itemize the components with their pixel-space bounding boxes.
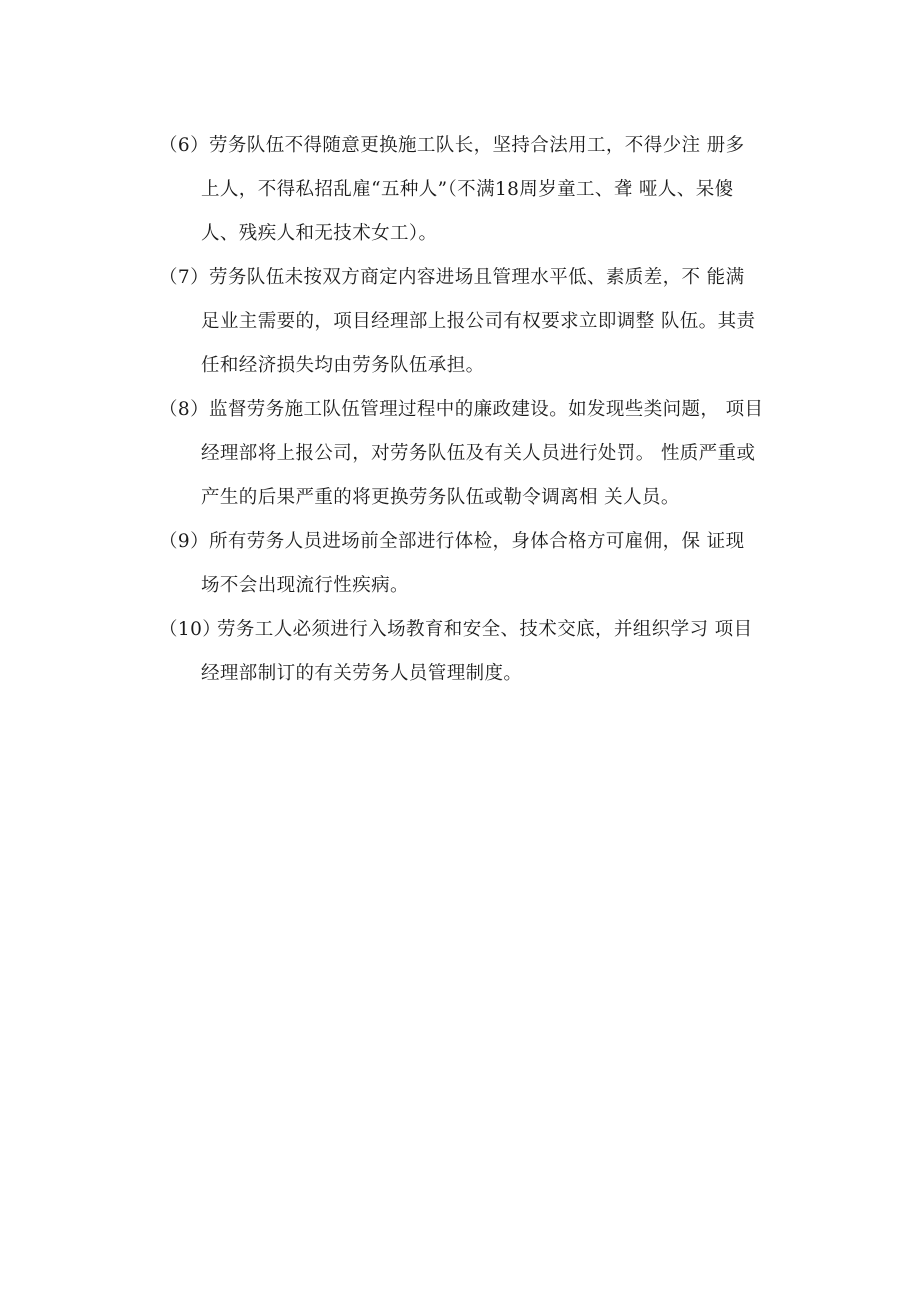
clause-line: 劳务队伍不得随意更换施工队长，坚持合法用工，不得少注 册多 — [209, 135, 745, 156]
clause-number: （10） — [159, 619, 222, 640]
clause-10 — [159, 608, 789, 696]
clause-line: 所有劳务人员进场前全部进行体检，身体合格方可雇佣，保 证现 — [209, 531, 745, 552]
clause-line: 产生的后果严重的将更换劳务队伍或勒令调离相 关人员。 — [201, 487, 680, 508]
clause-line: 经理部制订的有关劳务人员管理制度。 — [201, 663, 523, 684]
clause-line: 任和经济损失均由劳务队伍承担。 — [201, 355, 485, 376]
clause-number: （7） — [159, 267, 209, 288]
clause-line: 劳务队伍未按双方商定内容进场且管理水平低、素质差，不 能满 — [209, 267, 745, 288]
clause-8 — [159, 388, 789, 520]
clause-number: （9） — [159, 531, 209, 552]
clause-9 — [159, 520, 789, 608]
clause-line: 监督劳务施工队伍管理过程中的廉政建设。如发现些类问题， 项目 — [209, 399, 764, 420]
clause-line: 足业主需要的，项目经理部上报公司有权要求立即调整 队伍。其责 — [201, 311, 756, 332]
clause-number: （8） — [159, 399, 209, 420]
clause-7 — [159, 256, 789, 388]
clause-line: 经理部将上报公司，对劳务队伍及有关人员进行处罚。 性质严重或 — [201, 443, 756, 464]
clause-line: 上人，不得私招乱雇“五种人”（不满18周岁童工、聋 哑人、呆傻 — [201, 179, 734, 200]
clause-list — [159, 124, 789, 696]
clause-line: 人、残疾人和无技术女工）。 — [201, 223, 438, 244]
clause-number: （6） — [159, 135, 209, 156]
clause-line: 劳务工人必须进行入场教育和安全、技术交底，并组织学习 项目 — [217, 619, 753, 640]
clause-6 — [159, 124, 789, 256]
clause-line: 场不会出现流行性疾病。 — [201, 575, 409, 596]
